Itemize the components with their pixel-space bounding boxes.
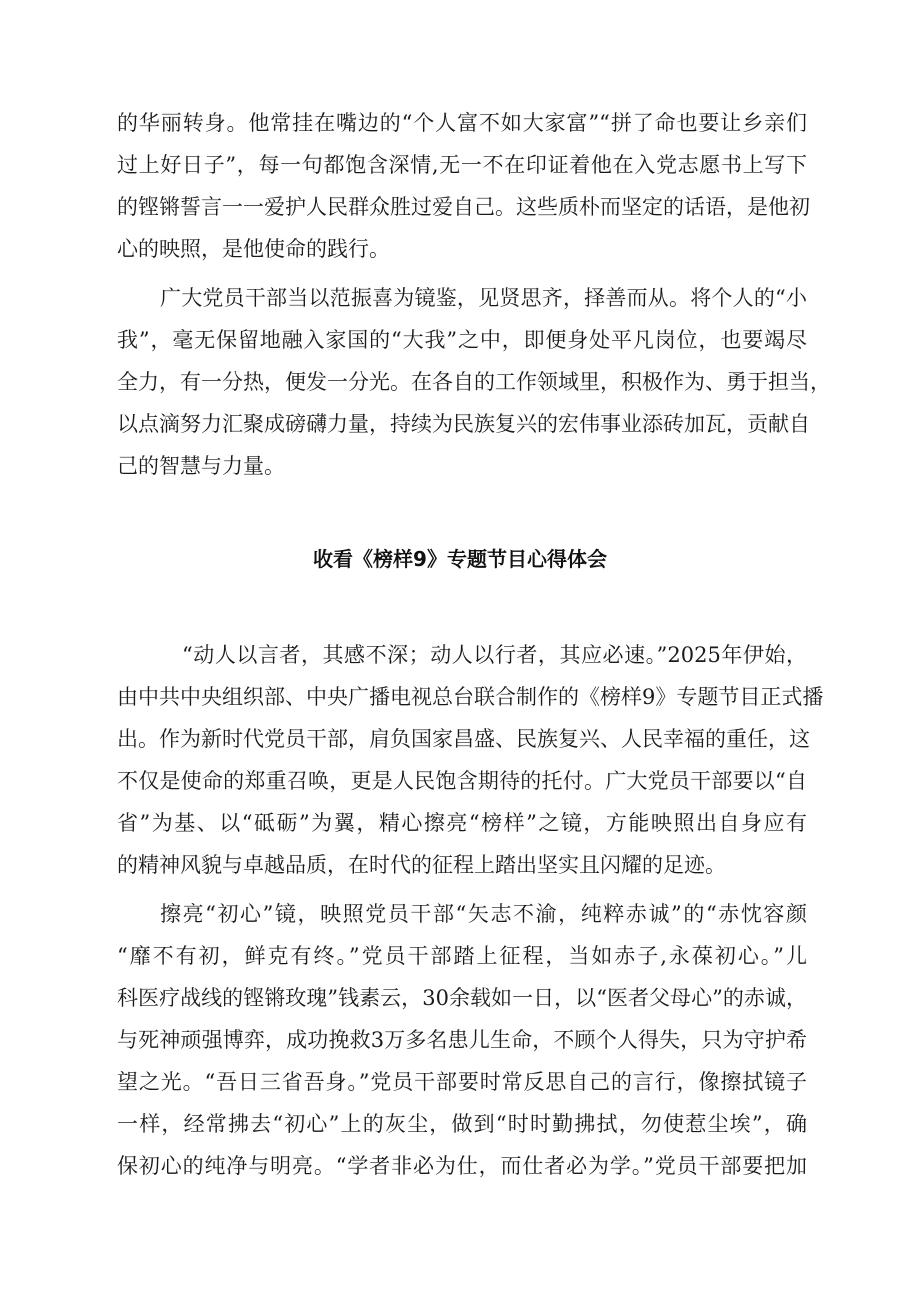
paragraph-line: 以点滴努力汇聚成磅礴力量，持续为民族复兴的宏伟事业添砖加瓦，贡献自 — [117, 412, 810, 436]
paragraph-line: 科医疗战线的铿锵玫瑰”钱素云，30余载如一日，以“医者父母心”的赤诚， — [117, 986, 807, 1010]
paragraph-line: 一样，经常拂去“初心”上的灰尘，做到“时时勤拂拭，勿使惹尘埃”，确 — [117, 1112, 807, 1136]
paragraph-line: 不仅是使命的郑重召唤，更是人民饱含期待的托付。广大党员干部要以“自 — [117, 769, 807, 793]
paragraph-line: 望之光。“吾日三省吾身。”党员干部要时常反思自己的言行，像擦拭镜子 — [117, 1070, 807, 1094]
paragraph-line: 省”为基、以“砥砺”为翼，精心擦亮“榜样”之镜，方能映照出自身应有 — [117, 811, 807, 835]
paragraph-line: 的华丽转身。他常挂在嘴边的“个人富不如大家富”“拼了命也要让乡亲们 — [117, 111, 807, 135]
paragraph-line: 过上好日子”，每一句都饱含深情,无一不在印证着他在入党志愿书上写下 — [117, 153, 807, 177]
section-title: 收看《榜样9》专题节目心得体会 — [313, 547, 607, 571]
paragraph-line: 由中共中央组织部、中央广播电视总台联合制作的《榜样9》专题节目正式播 — [117, 685, 824, 709]
paragraph-line: 我”，毫无保留地融入家国的“大我”之中，即便身处平凡岗位，也要竭尽 — [117, 328, 807, 352]
paragraph-line: 己的智慧与力量。 — [117, 454, 285, 478]
paragraph-line: 心的映照，是他使命的践行。 — [117, 237, 390, 261]
paragraph-line: 的铿锵誓言一一爱护人民群众胜过爱自己。这些质朴而坚定的话语，是他初 — [117, 195, 810, 219]
paragraph-line: “靡不有初，鲜克有终。”党员干部踏上征程，当如赤子,永葆初心。”儿 — [117, 944, 807, 968]
paragraph-line: 广大党员干部当以范振喜为镜鉴，见贤思齐，择善而从。将个人的“小 — [160, 286, 807, 310]
paragraph-line: 保初心的纯净与明亮。“学者非必为仕，而仕者必为学。”党员干部要把加 — [117, 1154, 807, 1178]
paragraph-line: 擦亮“初心”镜，映照党员干部“矢志不渝，纯粹赤诚”的“赤忱容颜 — [160, 902, 807, 926]
paragraph-line: 与死神顽强博弈，成功挽救3万多名患儿生命，不顾个人得失，只为守护希 — [117, 1028, 807, 1052]
paragraph-line: 的精神风貌与卓越品质，在时代的征程上踏出坚实且闪耀的足迹。 — [117, 853, 726, 877]
paragraph-line: 全力，有一分热，便发一分光。在各自的工作领域里，积极作为、勇于担当， — [117, 370, 831, 394]
paragraph-line: “动人以言者，其感不深；动人以行者，其应必速。”2025年伊始， — [182, 643, 807, 667]
paragraph-line: 出。作为新时代党员干部，肩负国家昌盛、民族复兴、人民幸福的重任，这 — [117, 727, 810, 751]
